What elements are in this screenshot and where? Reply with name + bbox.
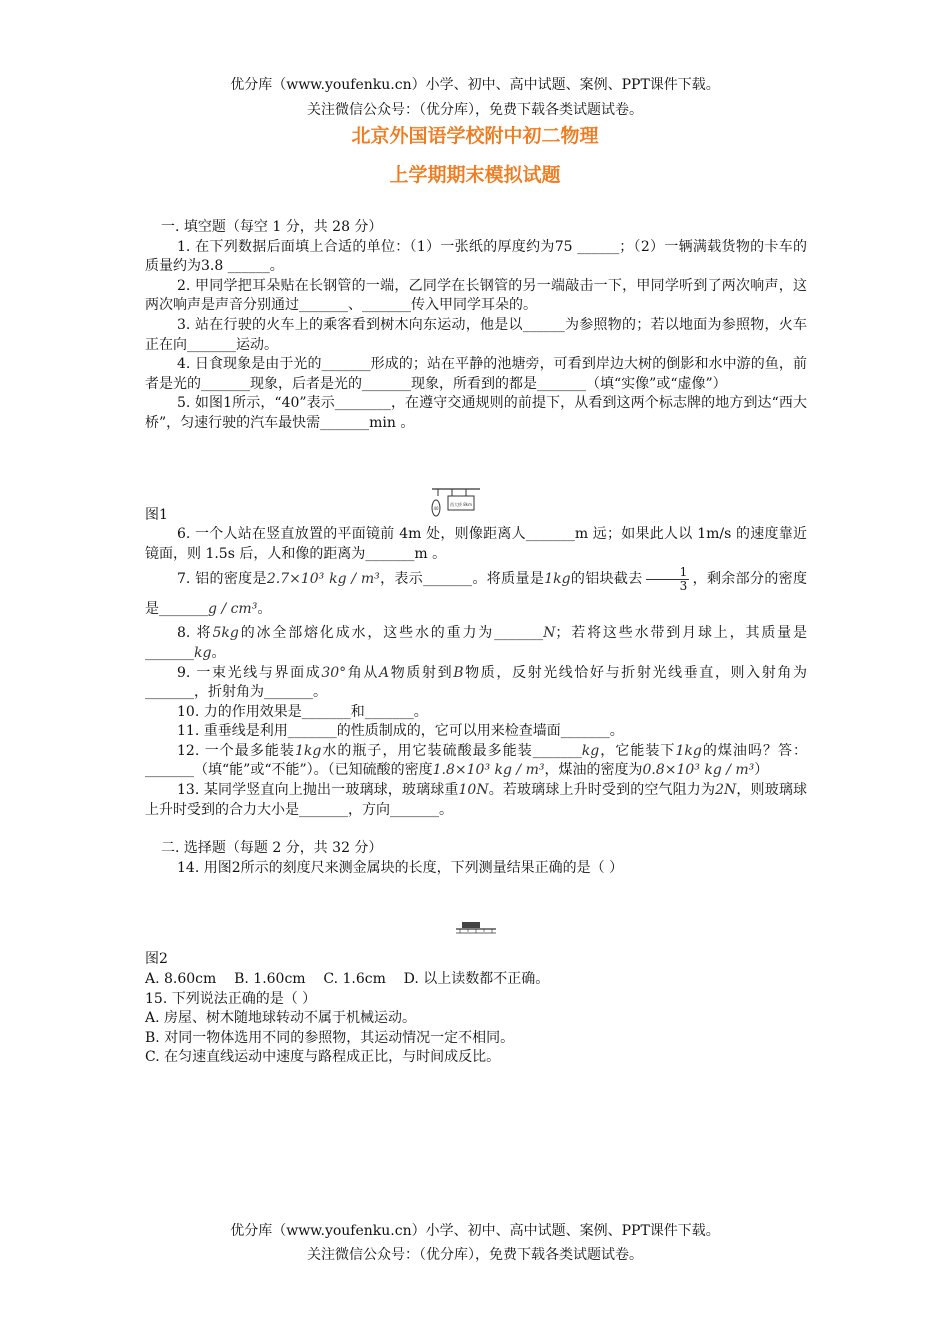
question-9: 9. 一束光线与界面成30°角从A物质射到B物质，反射光线恰好与折射光线垂直，则入射角为_______，折射角为_______。 <box>145 664 808 701</box>
question-14-options: A. 8.60cm B. 1.60cm C. 1.6cm D. 以上读数都不正确。 <box>145 971 550 988</box>
question-11: 11. 重垂线是利用_______的性质制成的，它可以用来检查墙面_______。 <box>177 723 624 740</box>
footer-line-2: 关注微信公众号：（优分库），免费下载各类试题试卷。 <box>307 1247 643 1263</box>
fraction-one-third: $\frac{1}{3}$ <box>646 566 690 593</box>
question-14: 14. 用图2所示的刻度尺来测金属块的长度，下列测量结果正确的是（ ） <box>177 859 624 876</box>
question-4: 4. 日食现象是由于光的_______形成的；站在平静的池塘旁，可看到岸边大树的倒影和水中游的鱼，前者是光的_______现象，后者是光的_______现象，所看到的都是_______（填“实像”或“虚像”） <box>145 356 807 392</box>
question-15: 15. 下列说法正确的是（ ） <box>145 990 317 1007</box>
question-13: 13. 某同学竖直向上抛出一玻璃球，玻璃球重10N。若玻璃球上升时受到的空气阻力为2N，则玻璃球上升时受到的合力大小是_______，方向_______。 <box>145 782 808 818</box>
question-12: 12. 一个最多能装1kg水的瓶子，用它装硫酸最多能装_______kg，它能装下1kg的煤油吗？答：_______（填“能”或“不能”）。（已知硫酸的密度1.8×10³ kg / m³，煤油的密度为0.8×10³ kg / m³） <box>145 742 808 779</box>
exam-content <box>145 218 807 1068</box>
figure-1-traffic-signs <box>428 486 488 526</box>
question-3: 3. 站在行驶的火车上的乘客看到树木向东运动，他是以______为参照物的；若以地面为参照物，火车正在向_______运动。 <box>145 316 807 353</box>
header-line-1: 优分库（www.youfenku.cn）小学、初中、高中试题、案例、PPT课件下载。 <box>230 77 720 93</box>
figure-1-caption: 图1 <box>145 506 168 523</box>
figure-2-caption: 图2 <box>145 951 168 968</box>
question-7: 7. 铝的密度是2.7×10³ kg / m³，表示_______。将质量是1kg的铝块截去 $\frac{1}{3}$ ，剩余部分的密度是_______g / cm³。 <box>145 564 808 618</box>
figure-2 <box>145 878 807 950</box>
question-10: 10. 力的作用效果是_______和_______。 <box>177 703 428 720</box>
question-15-option-a: A. 房屋、树木随地球转动不属于机械运动。 <box>145 1010 417 1027</box>
figure-1 <box>145 434 807 511</box>
question-15-option-b: B. 对同一物体选用不同的参照物，其运动情况一定不相同。 <box>145 1029 515 1046</box>
question-2: 2. 甲同学把耳朵贴在长钢管的一端，乙同学在长钢管的另一端敲击一下，甲同学听到了两次响声，这两次响声是声音分别通过_______、_______传入甲同学耳朵的。 <box>145 277 807 314</box>
title-line-1: 北京外国语学校附中初二物理 <box>351 125 599 147</box>
footer-line-1: 优分库（www.youfenku.cn）小学、初中、高中试题、案例、PPT课件下载。 <box>230 1223 720 1239</box>
question-15-option-c: C. 在匀速直线运动中速度与路程成正比，与时间成反比。 <box>145 1049 501 1066</box>
question-8: 8. 将5kg的冰全部熔化成水，这些水的重力为_______N；若将这些水带到月球上，其质量是_______kg。 <box>145 625 808 661</box>
question-6: 6. 一个人站在竖直放置的平面镜前 4m 处，则像距离人_______m 远；如果此人以 1m/s 的速度靠近镜面，则 1.5s 后，人和像的距离为_______m 。 <box>145 526 807 562</box>
title-line-2: 上学期期末模拟试题 <box>389 164 561 186</box>
question-5: 5. 如图1所示，“40”表示________，在遵守交通规则的前提下，从看到这两个标志牌的地方到达“西大桥”，匀速行驶的汽车最快需_______min 。 <box>145 395 807 431</box>
section1-heading: 一. 填空题（每空 1 分，共 28 分） <box>161 219 383 235</box>
section2-heading: 二. 选择题（每题 2 分，共 32 分） <box>161 840 383 857</box>
figure-1-sign-text: 西大桥 8km <box>449 501 473 507</box>
header-line-2: 关注微信公众号：（优分库），免费下载各类试题试卷。 <box>307 102 643 118</box>
figure-2-ruler <box>454 920 498 940</box>
figure-1-speed-limit-text: 40 <box>433 505 439 511</box>
question-1: 1. 在下列数据后面填上合适的单位：（1）一张纸的厚度约为75 ______；（2）一辆满载货物的卡车的质量约为3.8 ______。 <box>145 238 807 275</box>
